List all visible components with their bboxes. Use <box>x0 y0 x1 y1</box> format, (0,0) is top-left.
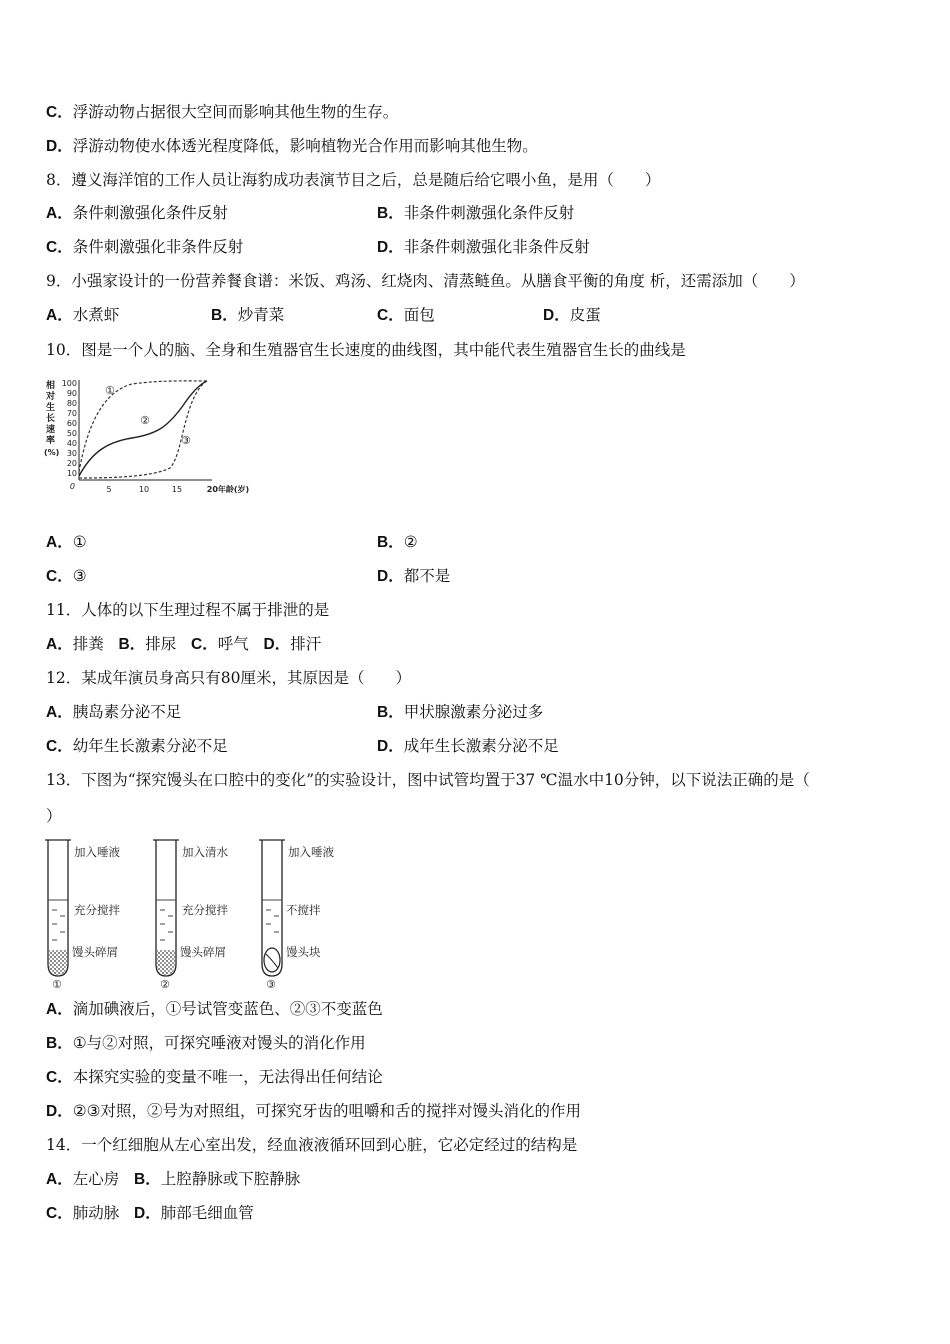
q13-option-a: A．滴加碘液后，①号试管变蓝色、②③不变蓝色 <box>46 1000 383 1018</box>
q13-option-d: D．②③对照，②号为对照组，可探究牙齿的咀嚼和舌的搅拌对馒头消化的作用 <box>46 1102 581 1120</box>
ylabel-char: 生 <box>46 403 56 413</box>
tube-3-stir: 不搅拌 <box>286 903 321 917</box>
tube-1-content: 馒头碎屑 <box>72 945 118 959</box>
test-tube-3 <box>259 840 334 990</box>
xlabel: 20年龄(岁) <box>206 485 250 494</box>
tube-1-stir: 充分搅拌 <box>74 903 120 917</box>
ytick: 100 <box>61 379 77 388</box>
curve-3 <box>79 381 207 478</box>
q8-option-d: D．非条件刺激强化非条件反射 <box>377 238 590 256</box>
ytick: 40 <box>66 439 77 448</box>
q10-option-d: D．都不是 <box>377 567 451 585</box>
q12-option-b: B．甲状腺激素分泌过多 <box>377 703 544 721</box>
q9-option-c: C．面包 <box>377 306 435 324</box>
q14-options-ab: A．左心房 B．上腔静脉或下腔静脉 <box>46 1170 301 1188</box>
ytick: 60 <box>66 419 77 428</box>
q8-option-b: B．非条件刺激强化条件反射 <box>377 204 575 222</box>
q11-stem: 11．人体的以下生理过程不属于排泄的是 <box>46 601 330 619</box>
q9-option-d: D．皮蛋 <box>543 306 601 324</box>
ytick: 30 <box>66 449 77 458</box>
q10-option-c: C．③ <box>46 567 87 585</box>
figure-yticks <box>62 379 77 491</box>
ylabel-char: 相 <box>46 381 56 391</box>
q13-stem-cont: ） <box>46 807 62 825</box>
tube-1-num: ① <box>52 978 62 990</box>
q12-option-d: D．成年生长激素分泌不足 <box>377 737 559 755</box>
q10-option-b: B．② <box>377 533 418 551</box>
q14-stem: 14．一个红细胞从左心室出发，经血液液循环回到心脏，它必定经过的结构是 <box>46 1136 578 1154</box>
curve-label-2: ② <box>140 414 150 427</box>
ylabel-char: 率 <box>46 436 56 446</box>
tube-2-stir: 充分搅拌 <box>182 903 228 917</box>
q8-stem: 8．遵义海洋馆的工作人员让海豹成功表演节目之后，总是随后给它喂小鱼，是用（ ） <box>46 171 661 189</box>
xtick: 5 <box>106 485 112 494</box>
curve-labels <box>105 384 191 447</box>
q7-option-d: D．浮游动物使水体透光程度降低，影响植物光合作用而影响其他生物。 <box>46 137 538 155</box>
ytick: 0 <box>69 482 75 491</box>
curve-label-1: ① <box>105 384 115 397</box>
xtick: 15 <box>171 485 183 494</box>
test-tube-2 <box>153 840 228 990</box>
q10-option-a: A．① <box>46 533 87 551</box>
test-tube-1 <box>45 840 120 990</box>
growth-curve-figure <box>42 372 272 500</box>
tube-2-content: 馒头碎屑 <box>180 945 226 959</box>
tube-1-add: 加入唾液 <box>74 845 120 859</box>
q13-stem: 13．下图为“探究馒头在口腔中的变化”的实验设计，图中试管均置于37 ℃温水中10分钟，以下说法正确的是（ <box>46 771 810 789</box>
ytick: 10 <box>66 469 77 478</box>
tube-3-add: 加入唾液 <box>288 845 334 859</box>
figure-xticks <box>106 484 249 494</box>
ytick: 20 <box>66 459 77 468</box>
tube-2-add: 加入清水 <box>182 845 228 859</box>
ylabel-char: 速 <box>46 425 56 435</box>
curve-2 <box>79 381 207 476</box>
q13-option-b: B．①与②对照，可探究唾液对馒头的消化作用 <box>46 1034 366 1052</box>
q9-stem: 9．小强家设计的一份营养餐食谱：米饭、鸡汤、红烧肉、清蒸鲢鱼。从膳食平衡的角度 析，还需添加（ ） <box>46 272 805 290</box>
ytick: 70 <box>66 409 77 418</box>
ylabel-char: 长 <box>46 414 56 424</box>
q13-option-c: C．本探究实验的变量不唯一，无法得出任何结论 <box>46 1068 383 1086</box>
ytick: 50 <box>66 429 77 438</box>
figure-ylabel <box>44 379 59 457</box>
q8-option-a: A．条件刺激强化条件反射 <box>46 204 228 222</box>
ytick: 90 <box>66 389 77 398</box>
q7-option-c: C．浮游动物占据很大空间而影响其他生物的生存。 <box>46 103 399 121</box>
ylabel-char: 对 <box>46 392 56 402</box>
ylabel-char: (%) <box>44 448 60 457</box>
xtick: 10 <box>138 485 150 494</box>
test-tube-figure <box>42 836 352 990</box>
ytick: 80 <box>66 399 77 408</box>
q11-options: A．排粪 B．排尿 C．呼气 D．排汗 <box>46 635 322 653</box>
tube-3-num: ③ <box>266 978 276 990</box>
q9-option-a: A．水煮虾 <box>46 306 120 324</box>
q12-stem: 12．某成年演员身高只有80厘米，其原因是（ ） <box>46 669 411 687</box>
tube-3-content: 馒头块 <box>286 945 321 959</box>
curve-label-3: ③ <box>181 434 191 447</box>
q10-stem: 10．图是一个人的脑、全身和生殖器官生长速度的曲线图，其中能代表生殖器官生长的曲线是 <box>46 341 686 359</box>
q12-option-a: A．胰岛素分泌不足 <box>46 703 182 721</box>
q8-option-c: C．条件刺激强化非条件反射 <box>46 238 244 256</box>
q12-option-c: C．幼年生长激素分泌不足 <box>46 737 228 755</box>
q14-options-cd: C．肺动脉 D．肺部毛细血管 <box>46 1204 254 1222</box>
tube-2-num: ② <box>160 978 170 990</box>
q9-option-b: B．炒青菜 <box>211 306 285 324</box>
